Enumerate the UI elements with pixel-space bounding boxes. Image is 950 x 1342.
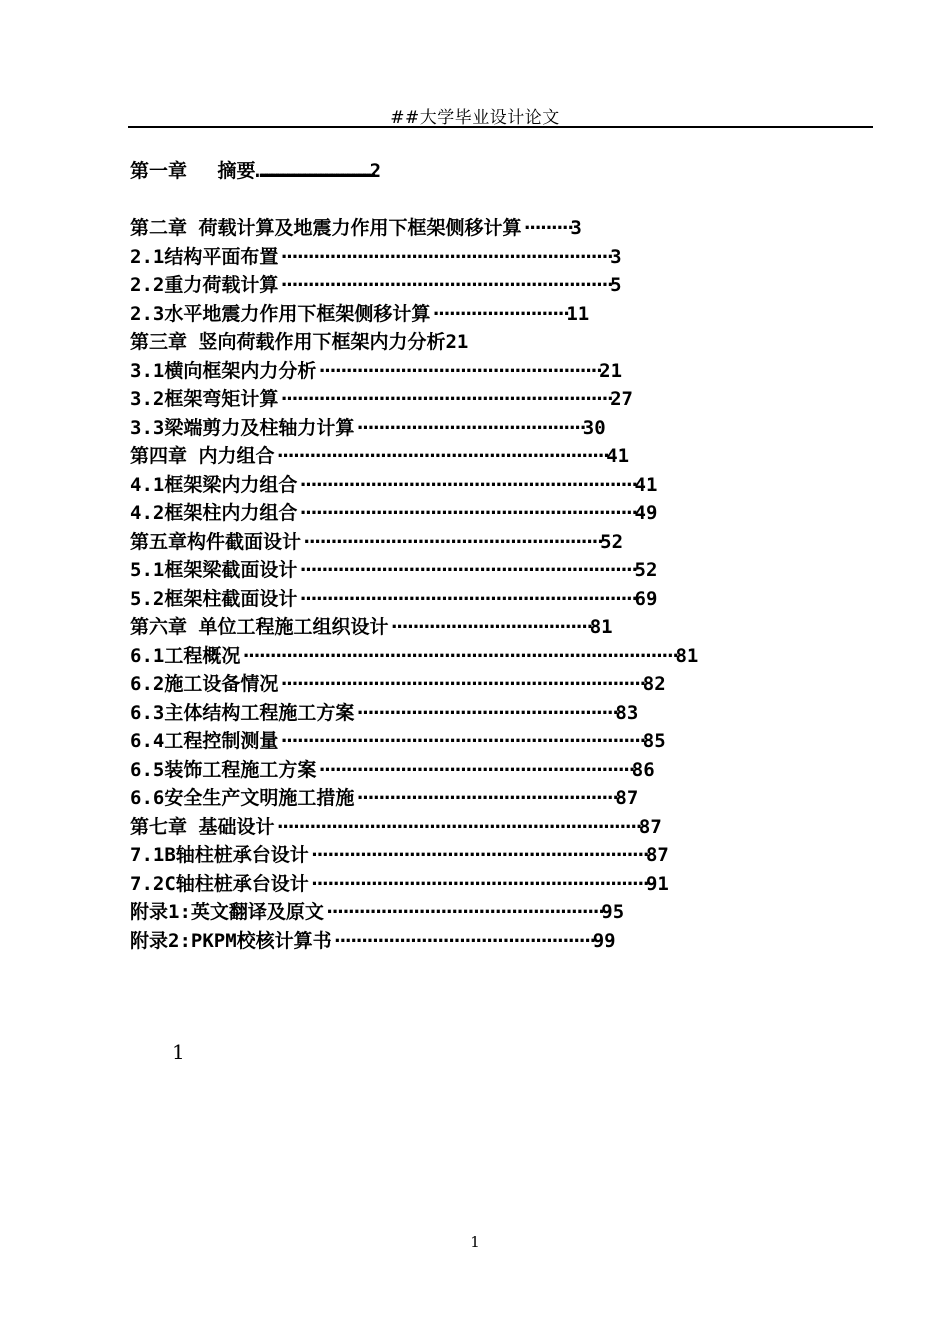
- toc-leader-dots: ······························································: [308, 873, 646, 895]
- toc-entry: [130, 527, 623, 557]
- toc-entry-label: 第五章构件截面设计: [130, 531, 302, 553]
- toc-entry-label: 3.3梁端剪力及柱轴力计算: [130, 417, 355, 439]
- toc-leader-dots: ······························································: [297, 474, 635, 496]
- toc-leader-dots: ·····························································: [278, 246, 611, 268]
- toc-entry-label: 3.1横向框架内力分析: [130, 360, 317, 382]
- toc-entry-page: 95: [601, 901, 625, 923]
- toc-entry-page: 85: [642, 730, 666, 752]
- toc-entry: [130, 156, 381, 186]
- toc-entry: [130, 242, 622, 272]
- toc-entry-label: 7.2C轴柱桩承台设计: [130, 873, 309, 895]
- toc-leader-dots: ···································································: [278, 673, 643, 695]
- toc-entry-label: 第二章 荷载计算及地震力作用下框架侧移计算: [130, 217, 522, 239]
- toc-entry: [130, 726, 666, 756]
- toc-entry-page: 83: [615, 702, 639, 724]
- toc-entry-page: 11: [566, 303, 590, 325]
- toc-leader-dots: ····················································: [316, 360, 600, 382]
- toc-entry-label: 4.2框架柱内力组合: [130, 502, 298, 524]
- toc-entry-page: 41: [606, 445, 630, 467]
- toc-entry: [130, 612, 613, 642]
- cover-page-number: 1: [172, 1040, 185, 1064]
- toc-entry-label: 2.1结构平面布置: [130, 246, 279, 268]
- toc-leader-dots: ················································: [354, 702, 616, 724]
- toc-entry-label: 6.1工程概况: [130, 645, 241, 667]
- toc-entry: [130, 470, 657, 500]
- toc-entry-page: 86: [631, 759, 655, 781]
- toc-entry-page: 81: [589, 616, 613, 638]
- header-rule: [128, 126, 873, 128]
- toc-entry: [130, 270, 622, 300]
- toc-entry-page: 52: [634, 559, 658, 581]
- toc-leader-dots: ···································································: [278, 730, 643, 752]
- toc-entry-page: 82: [642, 673, 666, 695]
- toc-entry-page: 87: [615, 787, 639, 809]
- footer-page-number: 1: [470, 1233, 480, 1251]
- toc-entry: [130, 869, 669, 899]
- toc-entry: [130, 926, 616, 956]
- toc-entry: [130, 413, 606, 443]
- toc-entry-page: 27: [610, 388, 633, 410]
- toc-entry-page: 52: [600, 531, 624, 553]
- toc-leader-dots: ················································: [331, 930, 593, 952]
- toc-leader-dots: ·····························································: [278, 388, 611, 410]
- toc-entry: [130, 897, 624, 927]
- toc-entry-label: 2.3水平地震力作用下框架侧移计算: [130, 303, 431, 325]
- toc-leader-dots: ·······················································: [301, 531, 601, 553]
- toc-entry-page: 2: [369, 160, 382, 182]
- toc-leader-dots: ······························································: [297, 559, 635, 581]
- toc-entry-page: 99: [592, 930, 616, 952]
- toc-entry-page: 91: [645, 873, 669, 895]
- toc-entry: [130, 669, 666, 699]
- toc-entry-label: 第一章 摘要: [130, 160, 256, 182]
- toc-entry: [130, 356, 622, 386]
- toc-entry: [130, 698, 638, 728]
- toc-leader-dots: ······························································: [308, 844, 646, 866]
- toc-leader-dots: ·····························································: [274, 445, 607, 467]
- toc-entry-label: 6.3主体结构工程施工方案: [130, 702, 355, 724]
- toc-entry-page: 81: [675, 645, 699, 667]
- toc-entry: [130, 498, 657, 528]
- toc-entry-page: 21: [445, 331, 469, 353]
- toc-entry-page: 87: [638, 816, 662, 838]
- toc-entry-label: 第四章 内力组合: [130, 445, 275, 467]
- toc-entry: [130, 384, 633, 414]
- toc-entry-label: 6.5装饰工程施工方案: [130, 759, 317, 781]
- toc-leader-dots: ···································································: [274, 816, 639, 838]
- toc-entry-label: 第六章 单位工程施工组织设计: [130, 616, 389, 638]
- toc-entry-label: 5.2框架柱截面设计: [130, 588, 298, 610]
- toc-entry-label: 附录1:英文翻译及原文: [130, 901, 324, 923]
- toc-entry-page: 21: [599, 360, 623, 382]
- toc-entry-page: 3: [610, 246, 622, 268]
- toc-entry: [130, 213, 582, 243]
- toc-entry: [130, 584, 657, 614]
- toc-entry: [130, 641, 698, 671]
- toc-leader-dots: ················································: [354, 787, 616, 809]
- toc-entry: [130, 299, 589, 329]
- toc-leader-dots: ···················································: [323, 901, 602, 923]
- toc-entry-label: 2.2重力荷载计算: [130, 274, 279, 296]
- toc-entry-page: 30: [582, 417, 606, 439]
- toc-entry-page: 69: [634, 588, 658, 610]
- toc-entry-page: 3: [570, 217, 582, 239]
- toc-leader-dots: ······························································: [297, 502, 635, 524]
- toc-entry: [130, 840, 669, 870]
- toc-leader-dots: ·····································: [388, 616, 590, 638]
- toc-entry-label: 6.4工程控制测量: [130, 730, 279, 752]
- toc-entry-label: 第三章 竖向荷载作用下框架内力分析: [130, 331, 446, 353]
- document-header-title: ##大学毕业设计论文: [390, 108, 560, 128]
- toc-leader-dots: ·························: [430, 303, 567, 325]
- toc-leader-dots: ··········································: [354, 417, 583, 439]
- toc-leader-dots: ·····························································: [278, 274, 611, 296]
- toc-entry-page: 49: [634, 502, 658, 524]
- toc-entry-label: 6.2施工设备情况: [130, 673, 279, 695]
- toc-entry-page: 5: [610, 274, 622, 296]
- toc-entry-label: 3.2框架弯矩计算: [130, 388, 279, 410]
- toc-leader-dots: ················································································: [240, 645, 676, 667]
- toc-entry-label: 6.6安全生产文明施工措施: [130, 787, 355, 809]
- toc-entry-label: 4.1框架梁内力组合: [130, 474, 298, 496]
- toc-entry: [130, 783, 638, 813]
- toc-entry: [130, 327, 468, 357]
- toc-leader-dots: ······························································: [297, 588, 635, 610]
- toc-entry: [130, 755, 655, 785]
- toc-entry-page: 41: [634, 474, 658, 496]
- toc-leader-dots: ·········: [521, 217, 571, 239]
- toc-entry: [130, 555, 657, 585]
- toc-entry-label: 7.1B轴柱桩承台设计: [130, 844, 309, 866]
- toc-entry-label: 5.1框架梁截面设计: [130, 559, 298, 581]
- toc-leader-dots: ………………………………………………………: [255, 160, 370, 182]
- toc-entry: [130, 441, 629, 471]
- toc-entry-page: 87: [645, 844, 669, 866]
- toc-leader-dots: ··························································: [316, 759, 632, 781]
- toc-entry-label: 附录2:PKPM校核计算书: [130, 930, 332, 952]
- toc-entry: [130, 812, 662, 842]
- toc-entry-label: 第七章 基础设计: [130, 816, 275, 838]
